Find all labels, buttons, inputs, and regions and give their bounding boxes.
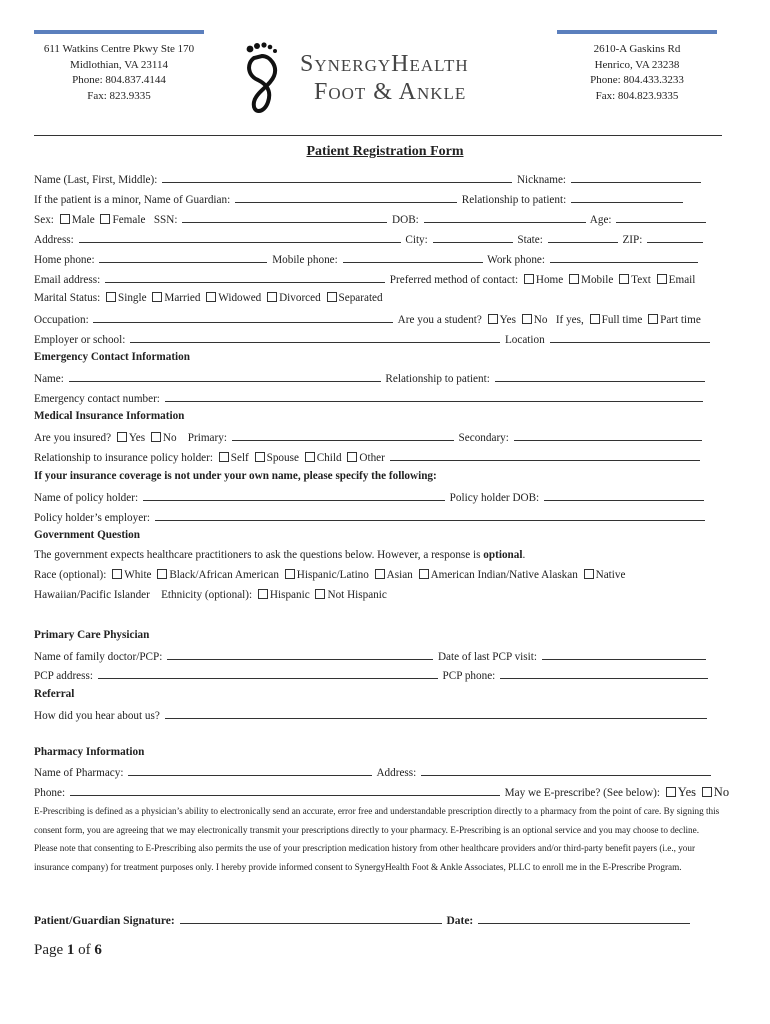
last-visit-label: Date of last PCP visit: [437, 651, 537, 663]
policy-employer-label: Policy holder’s employer: [34, 512, 150, 524]
guardian-row [34, 191, 734, 207]
separated-checkbox[interactable] [327, 292, 337, 302]
eprescribe-yes-label: Yes [677, 785, 696, 799]
contact-email-label: Email [668, 274, 696, 286]
pcp-name-row [34, 648, 734, 664]
married-checkbox[interactable] [152, 292, 162, 302]
insured-yes-checkbox[interactable] [117, 432, 127, 442]
full-time-checkbox[interactable] [590, 314, 600, 324]
self-checkbox[interactable] [219, 452, 229, 462]
emergency-relationship-label: Relationship to patient: [385, 373, 490, 385]
signature-field[interactable] [180, 912, 442, 924]
pharmacy-phone-row [34, 784, 734, 800]
relationship-label: Relationship to patient: [461, 194, 567, 206]
white-label: White [124, 569, 152, 581]
phones-row [34, 251, 734, 267]
if-yes-label: If yes, [555, 314, 584, 326]
address-line: Henrico, VA 23238 [594, 58, 680, 71]
pcp-heading: Primary Care Physician [34, 629, 150, 641]
government-heading: Government Question [34, 529, 140, 541]
child-label: Child [316, 452, 342, 464]
emergency-name-row [34, 370, 734, 386]
policy-relationship-label: Relationship to insurance policy holder: [34, 452, 213, 464]
age-field[interactable] [616, 211, 706, 223]
address-fax: Fax: 823.9335 [87, 89, 151, 102]
male-checkbox[interactable] [60, 214, 70, 224]
date-field[interactable] [478, 912, 690, 924]
insured-yes-label: Yes [128, 432, 146, 444]
left-office-address [34, 30, 204, 104]
american-indian-checkbox[interactable] [419, 569, 429, 579]
pharmacy-heading: Pharmacy Information [34, 746, 145, 758]
form-title: Patient Registration Form [306, 144, 464, 159]
address-line: 611 Watkins Centre Pkwy Ste 170 [43, 43, 195, 55]
widowed-label: Widowed [218, 292, 262, 304]
pharmacy-name-label: Name of Pharmacy: [34, 767, 124, 779]
secondary-field[interactable] [514, 429, 702, 441]
zip-label: ZIP: [622, 234, 643, 246]
address-accent-bar [34, 30, 204, 34]
pcp-name-label: Name of family doctor/PCP: [34, 651, 163, 663]
contact-home-checkbox[interactable] [524, 274, 534, 284]
pcp-phone-field[interactable] [500, 667, 708, 679]
home-phone-label: Home phone: [34, 254, 95, 266]
clinic-name [300, 50, 469, 106]
guardian-label: If the patient is a minor, Name of Guardian: [34, 194, 231, 206]
primary-field[interactable] [232, 429, 454, 441]
eprescribe-label: May we E-prescribe? (See below): [504, 787, 660, 799]
pharmacy-phone-label: Phone: [34, 787, 66, 799]
emergency-number-field[interactable] [165, 390, 703, 402]
marital-row [34, 291, 734, 305]
emergency-heading: Emergency Contact Information [34, 351, 190, 363]
insured-label: Are you insured? [34, 432, 112, 444]
nickname-label: Nickname: [516, 174, 567, 186]
policy-holder-label: Name of policy holder: [34, 492, 139, 504]
preferred-contact-label: Preferred method of contact: [389, 274, 519, 286]
name-label: Name (Last, First, Middle): [34, 174, 158, 186]
city-label: City: [405, 234, 428, 246]
nickname-field[interactable] [571, 171, 701, 183]
policy-holder-field[interactable] [143, 489, 445, 501]
signature-label: Patient/Guardian Signature: [34, 915, 175, 927]
insured-no-checkbox[interactable] [151, 432, 161, 442]
logo-line-1: SynergyHealth [300, 51, 469, 77]
location-field[interactable] [550, 331, 710, 343]
pharmacy-name-row [34, 764, 734, 780]
referral-row [34, 707, 734, 723]
white-checkbox[interactable] [112, 569, 122, 579]
male-label: Male [71, 214, 95, 226]
address-line: Midlothian, VA 23114 [70, 58, 168, 71]
optional-emphasis: optional [483, 549, 523, 561]
hispanic-latino-checkbox[interactable] [285, 569, 295, 579]
female-checkbox[interactable] [100, 214, 110, 224]
zip-field[interactable] [647, 231, 703, 243]
work-phone-label: Work phone: [487, 254, 545, 266]
pharmacy-address-label: Address: [376, 767, 417, 779]
female-label: Female [112, 214, 146, 226]
city-field[interactable] [433, 231, 513, 243]
referral-label: How did you hear about us? [34, 710, 160, 722]
other-checkbox[interactable] [347, 452, 357, 462]
last-visit-field[interactable] [542, 648, 706, 660]
referral-field[interactable] [165, 707, 707, 719]
address-accent-bar [557, 30, 717, 34]
email-label: Email address: [34, 274, 101, 286]
emergency-name-field[interactable] [69, 370, 381, 382]
header-divider [34, 135, 722, 136]
page-number [34, 942, 102, 959]
ssn-label: SSN: [153, 214, 178, 226]
american-indian-label: American Indian/Native Alaskan [430, 569, 578, 581]
home-phone-field[interactable] [99, 251, 267, 263]
part-time-label: Part time [660, 314, 701, 326]
single-checkbox[interactable] [106, 292, 116, 302]
email-field[interactable] [105, 271, 385, 283]
contact-home-label: Home [535, 274, 564, 286]
hispanic-label: Hispanic [269, 589, 310, 601]
pcp-name-field[interactable] [167, 648, 433, 660]
occupation-label: Occupation: [34, 314, 89, 326]
ethnicity-label: Ethnicity (optional): [161, 589, 253, 601]
address-row [34, 231, 734, 247]
black-checkbox[interactable] [157, 569, 167, 579]
policy-relationship-row [34, 449, 734, 465]
address-line: 2610-A Gaskins Rd [593, 43, 681, 55]
race-row [34, 568, 734, 582]
pcp-address-label: PCP address: [34, 670, 93, 682]
secondary-label: Secondary: [458, 432, 509, 444]
ethnicity-row [34, 588, 734, 602]
eprescribe-no-checkbox[interactable] [702, 787, 712, 797]
employer-label: Employer or school: [34, 334, 126, 346]
asian-label: Asian [386, 569, 413, 581]
divorced-checkbox[interactable] [267, 292, 277, 302]
government-intro-end: . [522, 549, 526, 561]
contact-text-checkbox[interactable] [619, 274, 629, 284]
emergency-number-label: Emergency contact number: [34, 393, 160, 405]
student-yes-label: Yes [499, 314, 516, 326]
date-label: Date: [446, 915, 474, 927]
eprescribe-yes-checkbox[interactable] [666, 787, 676, 797]
name-field[interactable] [162, 171, 512, 183]
student-no-checkbox[interactable] [522, 314, 532, 324]
location-label: Location [504, 334, 545, 346]
part-time-checkbox[interactable] [648, 314, 658, 324]
other-label: Other [359, 452, 385, 464]
policy-holder-row [34, 489, 734, 505]
employer-field[interactable] [130, 331, 500, 343]
spouse-checkbox[interactable] [255, 452, 265, 462]
contact-mobile-label: Mobile [581, 274, 614, 286]
page-current: 1 [66, 942, 75, 958]
native-label: Native [595, 569, 626, 581]
occupation-row [34, 311, 734, 327]
footprint-icon [244, 40, 284, 120]
full-time-label: Full time [601, 314, 643, 326]
eprescribe-no-label: No [713, 785, 730, 799]
page-of: of [74, 942, 95, 958]
self-label: Self [230, 452, 249, 464]
guardian-field[interactable] [235, 191, 457, 203]
dob-field[interactable] [424, 211, 586, 223]
work-phone-field[interactable] [550, 251, 698, 263]
student-label: Are you a student? [397, 314, 482, 326]
divorced-label: Divorced [279, 292, 321, 304]
address-phone: Phone: 804.433.3233 [590, 74, 684, 86]
black-label: Black/African American [169, 569, 279, 581]
address-phone: Phone: 804.837.4144 [72, 74, 166, 86]
primary-label: Primary: [187, 432, 227, 444]
pharmacy-name-field[interactable] [128, 764, 372, 776]
pcp-address-field[interactable] [98, 667, 438, 679]
policy-employer-field[interactable] [155, 509, 705, 521]
other-field[interactable] [390, 449, 700, 461]
policy-employer-row [34, 509, 734, 525]
state-field[interactable] [548, 231, 618, 243]
page-total: 6 [94, 942, 102, 958]
insured-no-label: No [162, 432, 177, 444]
student-no-label: No [533, 314, 548, 326]
married-label: Married [164, 292, 201, 304]
signature-row [34, 912, 734, 927]
asian-checkbox[interactable] [375, 569, 385, 579]
referral-heading: Referral [34, 688, 75, 700]
native-hawaiian-checkbox[interactable] [584, 569, 594, 579]
relationship-field[interactable] [571, 191, 683, 203]
policy-holder-dob-field[interactable] [544, 489, 704, 501]
contact-mobile-checkbox[interactable] [569, 274, 579, 284]
insurance-heading: Medical Insurance Information [34, 410, 185, 422]
not-own-name-heading: If your insurance coverage is not under your own name, please specify the following: [34, 470, 437, 482]
government-intro-text: The government expects healthcare practitioners to ask the questions below. However, a response is [34, 549, 484, 561]
occupation-field[interactable] [93, 311, 393, 323]
hawaiian-label: Hawaiian/Pacific Islander [34, 589, 150, 601]
marital-label: Marital Status: [34, 292, 101, 304]
page-prefix: Page [34, 942, 67, 958]
employer-row [34, 331, 734, 347]
mobile-phone-field[interactable] [343, 251, 483, 263]
contact-email-checkbox[interactable] [657, 274, 667, 284]
name-row [34, 171, 734, 187]
eprescribe-consent-text: E-Prescribing is defined as a physician’s ability to electronically send an accurate, error free and understandable prescription directly to a pharmacy from the point of care. By signing this consent form, you are agreeing that we may electronically transmit your prescriptions directly to your pharmacy. E-Prescribing is an optional service and you may choose to decline. Please note that consenting to E-Prescribing also permits the use of your prescription medication history from other healthcare providers and/or third-party benefit payers (i.e., your insurance company) for treatment purposes only. I hereby provide informed consent to SynergyHealth Foot & Ankle Associates, PLLC to enroll me in the E-Prescribe Program. [34, 806, 720, 872]
race-label: Race (optional): [34, 569, 107, 581]
pharmacy-phone-field[interactable] [70, 784, 500, 796]
logo-line-2: Foot & Ankle [314, 79, 467, 105]
hispanic-latino-label: Hispanic/Latino [296, 569, 369, 581]
pcp-phone-label: PCP phone: [442, 670, 496, 682]
student-yes-checkbox[interactable] [488, 314, 498, 324]
emergency-name-label: Name: [34, 373, 64, 385]
contact-text-label: Text [631, 274, 651, 286]
emergency-number-row [34, 390, 734, 406]
hispanic-checkbox[interactable] [258, 589, 268, 599]
email-row [34, 271, 734, 287]
widowed-checkbox[interactable] [206, 292, 216, 302]
mobile-phone-label: Mobile phone: [272, 254, 338, 266]
right-office-address [557, 30, 717, 104]
emergency-relationship-field[interactable] [495, 370, 705, 382]
pharmacy-address-field[interactable] [421, 764, 711, 776]
policy-holder-dob-label: Policy holder DOB: [449, 492, 540, 504]
clinic-logo [244, 40, 534, 120]
child-checkbox[interactable] [305, 452, 315, 462]
dob-label: DOB: [392, 214, 419, 226]
sex-ssn-row [34, 211, 734, 227]
single-label: Single [117, 292, 147, 304]
government-intro [34, 548, 734, 562]
address-field[interactable] [79, 231, 401, 243]
insured-row [34, 429, 734, 445]
not-hispanic-label: Not Hispanic [327, 589, 387, 601]
age-label: Age: [589, 214, 612, 226]
spouse-label: Spouse [266, 452, 299, 464]
state-label: State: [517, 234, 543, 246]
pcp-address-row [34, 667, 734, 683]
sex-label: Sex: [34, 214, 54, 226]
not-hispanic-checkbox[interactable] [315, 589, 325, 599]
separated-label: Separated [338, 292, 383, 304]
address-label: Address: [34, 234, 74, 246]
ssn-field[interactable] [182, 211, 387, 223]
address-fax: Fax: 804.823.9335 [595, 89, 679, 102]
